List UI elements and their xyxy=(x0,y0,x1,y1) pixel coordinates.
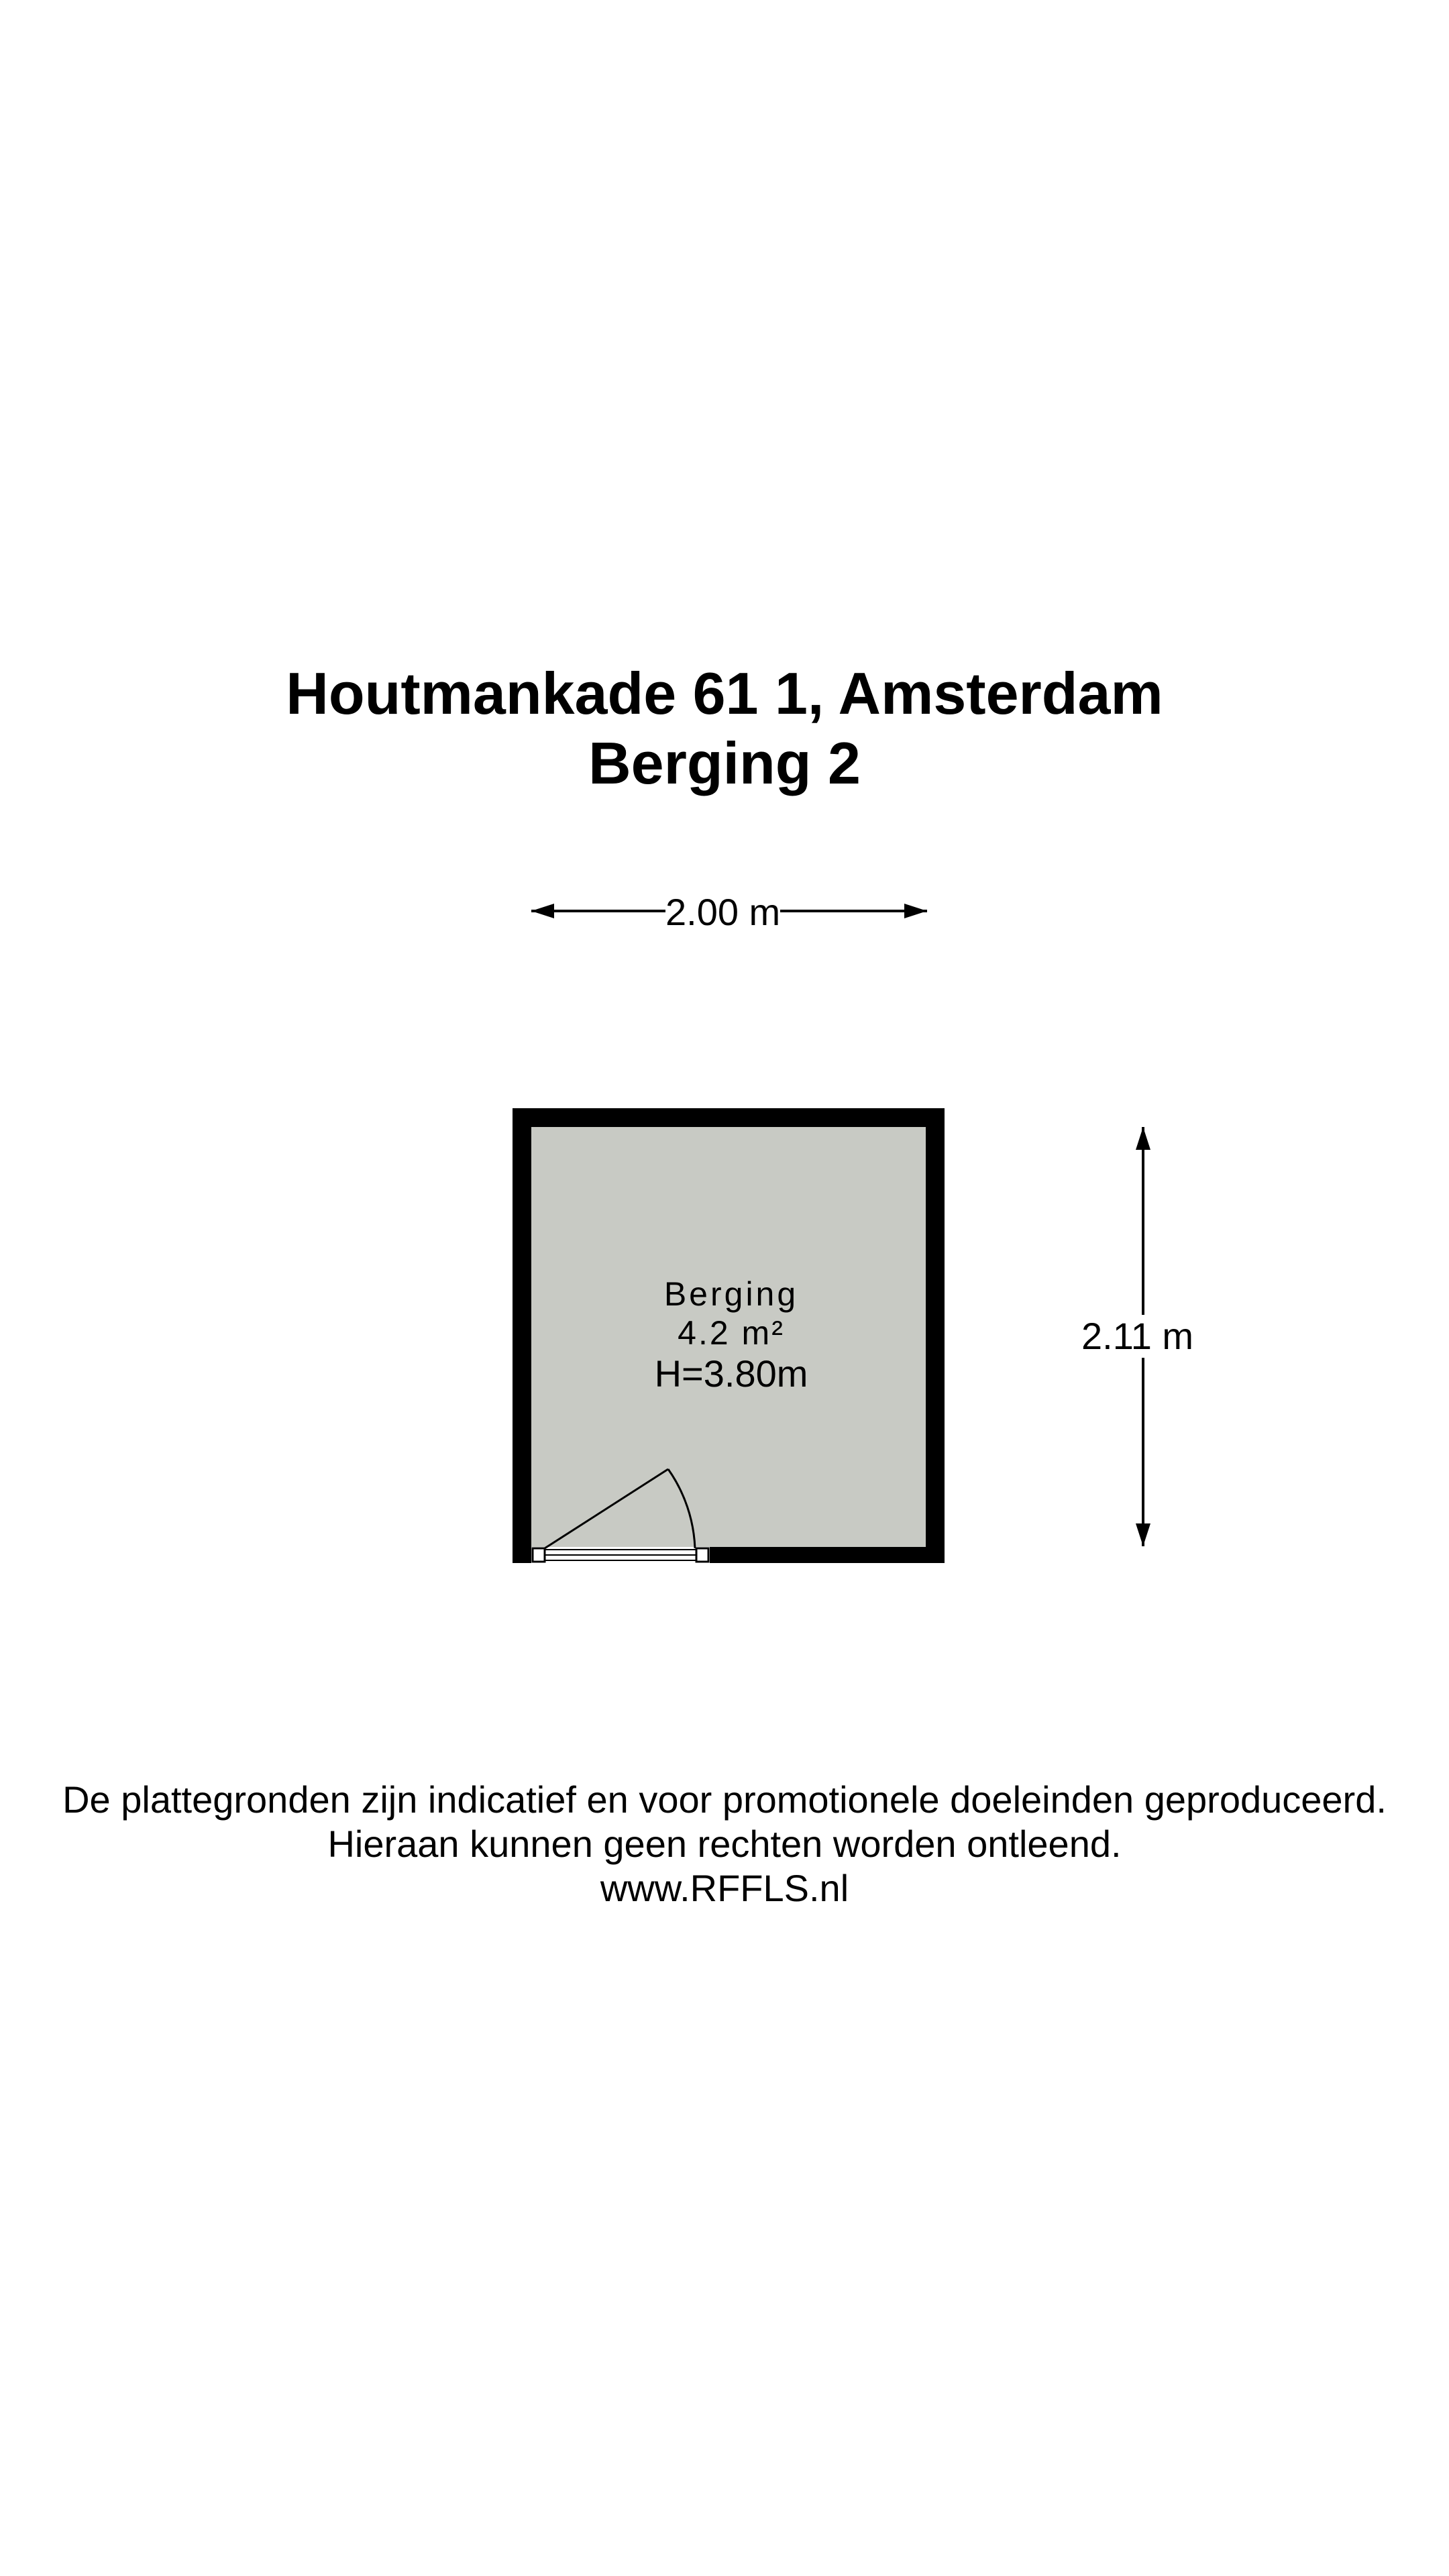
disclaimer-line-1: De plattegronden zijn indicatief en voor promotionele doeleinden geproduceerd. xyxy=(62,1778,1387,1821)
room-area: 4.2 m² xyxy=(678,1314,785,1352)
page-subtitle: Berging 2 xyxy=(588,730,861,796)
disclaimer-line-2: Hieraan kunnen geen rechten worden ontleend. xyxy=(327,1823,1122,1865)
width-dimension-label: 2.00 m xyxy=(665,891,781,933)
height-dimension-label: 2.11 m xyxy=(1081,1315,1194,1357)
room-ceiling-height: H=3.80m xyxy=(654,1352,808,1395)
page-title: Houtmankade 61 1, Amsterdam xyxy=(286,660,1163,727)
website-link[interactable]: www.RFFLS.nl xyxy=(600,1867,849,1909)
room-name: Berging xyxy=(663,1275,799,1313)
